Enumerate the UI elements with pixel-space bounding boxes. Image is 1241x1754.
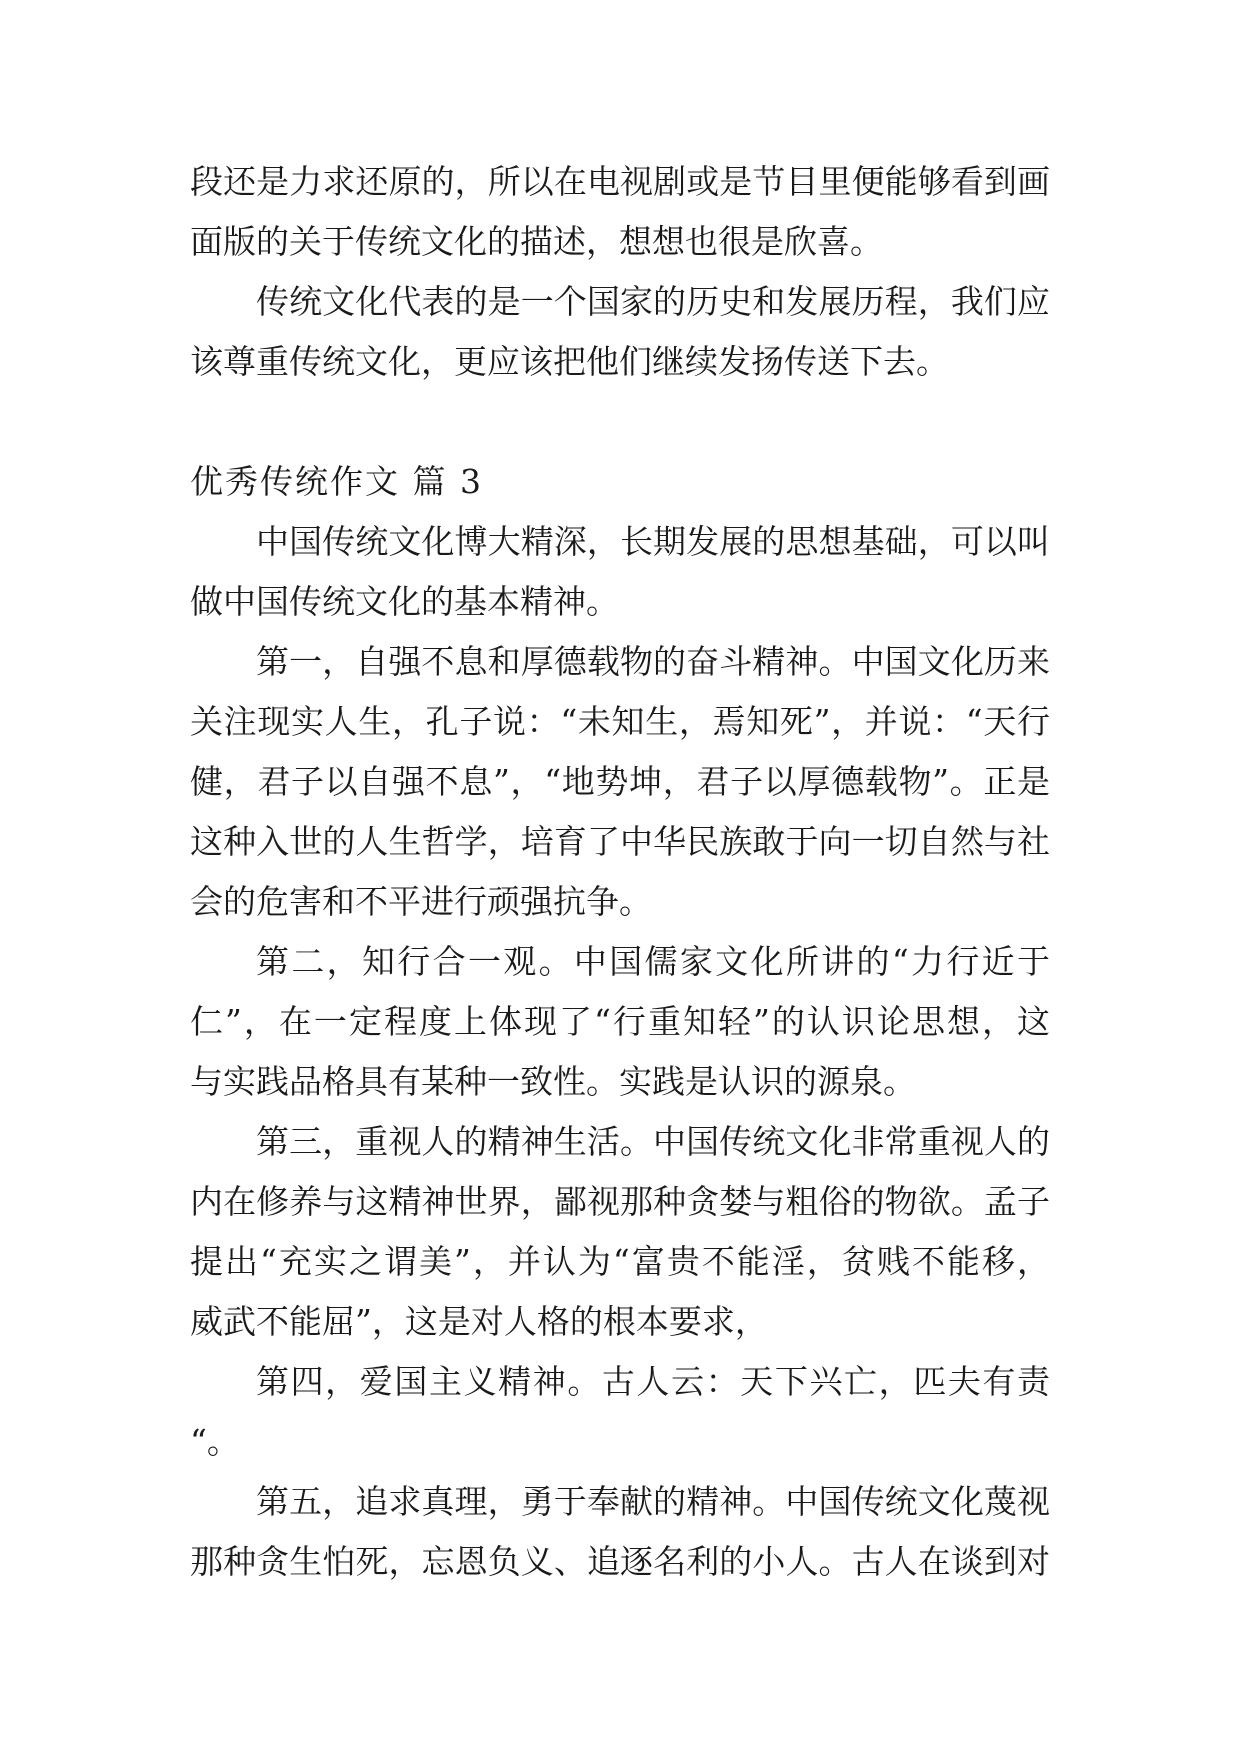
text-line: 第五，追求真理，勇于奉献的精神。中国传统文化蔑视 xyxy=(256,1482,1050,1521)
paragraph-1 xyxy=(190,512,1050,632)
text-line: 面版的关于传统文化的描述，想想也很是欣喜。 xyxy=(190,222,883,261)
text-line: 传统文化代表的是一个国家的历史和发展历程，我们应 xyxy=(256,282,1050,321)
text-line: 那种贪生怕死，忘恩负义、追逐名利的小人。古人在谈到对 xyxy=(190,1542,1050,1581)
paragraph-6 xyxy=(190,1472,1050,1592)
section-heading: 优秀传统作文 篇 3 xyxy=(190,462,483,501)
document-body xyxy=(190,152,1050,1592)
text-line: 内在修养与这精神世界，鄙视那种贪婪与粗俗的物欲。孟子 xyxy=(190,1182,1050,1221)
text-line: 做中国传统文化的基本精神。 xyxy=(190,582,619,621)
continuation-paragraph xyxy=(190,152,1050,272)
closing-paragraph xyxy=(190,272,1050,392)
text-line: 提出“充实之谓美”，并认为“富贵不能淫，贫贱不能移， xyxy=(190,1242,1050,1281)
text-line: 段还是力求还原的，所以在电视剧或是节目里便能够看到画 xyxy=(190,162,1050,201)
text-line: 第一，自强不息和厚德载物的奋斗精神。中国文化历来 xyxy=(256,642,1050,681)
paragraph-4 xyxy=(190,1112,1050,1352)
text-line: 第四，爱国主义精神。古人云：天下兴亡，匹夫有责 xyxy=(256,1362,1050,1401)
text-line: 第三，重视人的精神生活。中国传统文化非常重视人的 xyxy=(256,1122,1050,1161)
paragraph-2 xyxy=(190,632,1050,932)
text-line: 中国传统文化博大精深，长期发展的思想基础，可以叫 xyxy=(256,522,1050,561)
text-line: 该尊重传统文化，更应该把他们继续发扬传送下去。 xyxy=(190,342,949,381)
text-line: 会的危害和不平进行顽强抗争。 xyxy=(190,882,652,921)
text-line: “。 xyxy=(190,1422,240,1461)
text-line: 与实践品格具有某种一致性。实践是认识的源泉。 xyxy=(190,1062,916,1101)
paragraph-3 xyxy=(190,932,1050,1112)
paragraph-5 xyxy=(190,1352,1050,1472)
text-line: 健，君子以自强不息”，“地势坤，君子以厚德载物”。正是 xyxy=(190,762,1050,801)
text-line: 这种入世的人生哲学，培育了中华民族敢于向一切自然与社 xyxy=(190,822,1050,861)
text-line: 仁”，在一定程度上体现了“行重知轻”的认识论思想，这 xyxy=(190,1002,1050,1041)
text-line: 关注现实人生，孔子说：“未知生，焉知死”，并说：“天行 xyxy=(190,702,1050,741)
text-line: 威武不能屈”，这是对人格的根本要求， xyxy=(190,1302,768,1341)
text-line: 第二，知行合一观。中国儒家文化所讲的“力行近于 xyxy=(256,942,1050,981)
